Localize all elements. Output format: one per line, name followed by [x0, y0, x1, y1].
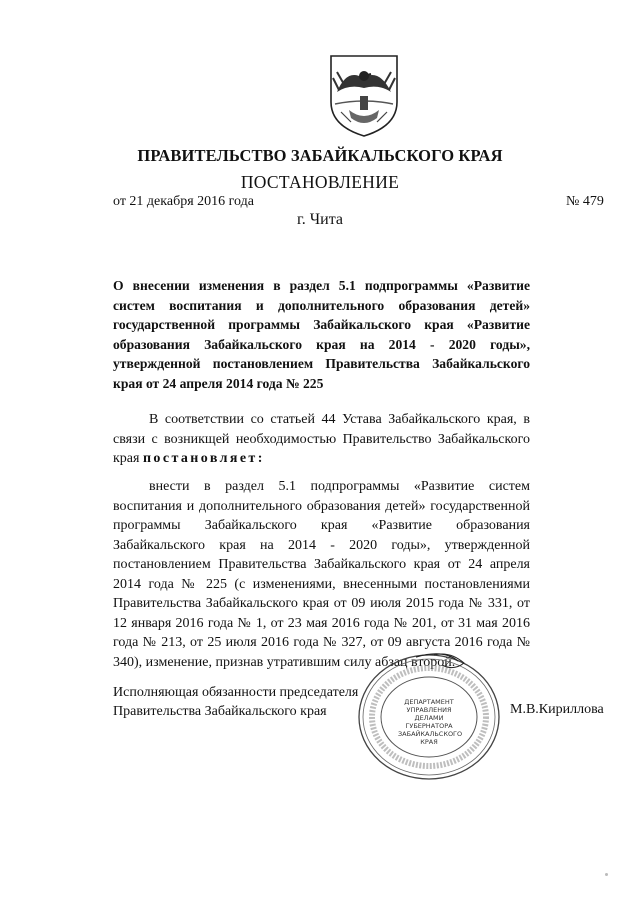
document-type: ПОСТАНОВЛЕНИЕ [240, 172, 400, 192]
document-date: от 21 декабря 2016 года [113, 194, 254, 209]
signatory-position-line1: Исполняющая обязанности председателя [113, 685, 359, 700]
stamp-line: ЗАБАЙКАЛЬСКОГО [398, 730, 463, 738]
operative-paragraph: внести в раздел 5.1 подпрограммы «Развитие систем воспитания и дополнительного образования детей» государственной программы Забайкальского края «Развитие образования Забайкальского края на 2014 - 2020 годы», утвержденной постановлением Правительства Забайкальского края от 24 апреля 2014 года № 225 (с изменениями, внесенными постановлениями Правительства Забайкальского края от 09 июля 2015 года № 331, от 12 января 2016 года № 1, от 23 мая 2016 года № 201, от 31 мая 2016 года № 213, от 25 июля 2016 года № 327, от 09 августа 2016 года № 340), изменение, признав утратившим силу абзац второй. [113, 479, 530, 670]
document-number: № 479 [566, 194, 604, 209]
stamp-line: ДЕПАРТАМЕНТ [404, 698, 454, 706]
stamp-line: УПРАВЛЕНИЯ [406, 706, 452, 714]
stamp-line: ДЕЛАМИ [414, 714, 444, 722]
official-stamp [354, 651, 504, 783]
stamp-line: КРАЯ [420, 738, 438, 746]
stamp-line: ГУБЕРНАТОРА [405, 722, 453, 730]
resolves-word: постановляет: [142, 451, 265, 466]
preamble-paragraph [113, 410, 530, 469]
stamp-center-text [398, 698, 463, 746]
scan-speck [605, 873, 608, 876]
signatory-position-line2: Правительства Забайкальского края [113, 704, 327, 719]
preamble-text: В соответствии со статьей 44 Устава Забайкальского края, в связи с возникщей необходимостью Правительство Забайкальского края [113, 412, 530, 466]
document-city: г. Чита [296, 211, 343, 228]
signatory-name: М.В.Кириллова [510, 702, 604, 717]
coat-of-arms-emblem [327, 52, 401, 138]
document-title: О внесении изменения в раздел 5.1 подпрограммы «Развитие систем воспитания и дополнительного образования детей» государственной программы Забайкальского края «Развитие образования Забайкальского края на 2014 - 2020 годы», утвержденной постановлением Правительства Забайкальского края от 24 апреля 2014 года № 225 [113, 278, 530, 391]
organization-name: ПРАВИТЕЛЬСТВО ЗАБАЙКАЛЬСКОГО КРАЯ [137, 146, 503, 165]
